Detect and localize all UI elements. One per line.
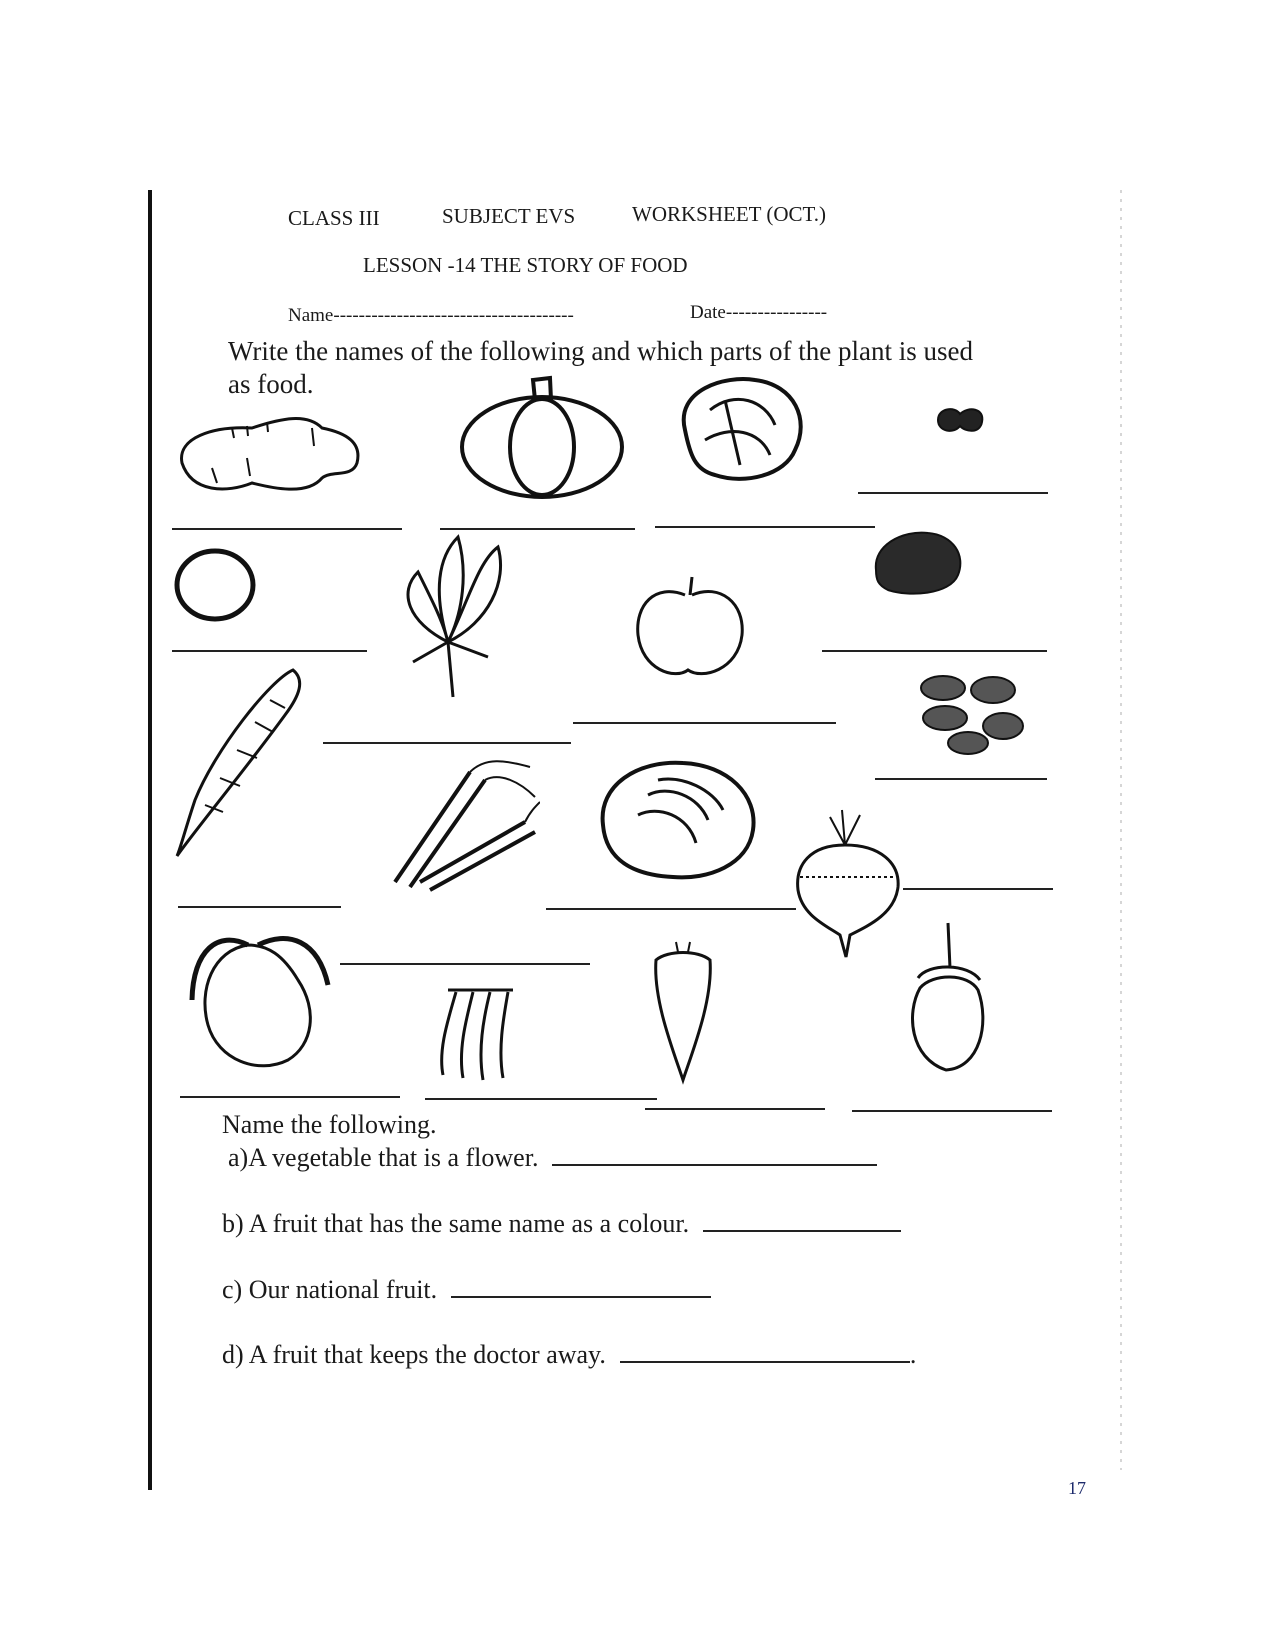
coconut-icon [588,755,763,885]
question-b [222,1209,901,1239]
answer-line[interactable] [546,908,796,910]
cabbage-icon [665,370,815,490]
answer-line[interactable] [858,492,1048,494]
question-text: d) A fruit that keeps the doctor away. [222,1340,606,1369]
answer-line[interactable] [875,778,1047,780]
question-text: c) Our national fruit. [222,1275,438,1304]
ginger-icon [172,408,382,503]
answer-line[interactable] [172,650,367,652]
scan-edge [1120,190,1122,1470]
question-text: a)A vegetable that is a flower. [228,1143,539,1172]
answer-blank[interactable] [703,1210,901,1232]
answer-line[interactable] [180,1096,400,1098]
answer-blank[interactable] [620,1341,910,1363]
answer-line[interactable] [645,1108,825,1110]
spinach-icon [388,532,518,702]
carrot-icon [648,940,718,1085]
date-field[interactable]: Date---------------- [690,302,828,323]
cauliflower-icon [868,525,968,600]
subject-label: SUBJECT EVS [442,204,576,228]
answer-line[interactable] [903,888,1053,890]
end-mark: . [909,1340,917,1369]
instruction-text: Write the names of the following and which parts of the plant is used as food. [228,336,973,399]
pumpkin-icon [455,372,630,502]
question-text: b) A fruit that has the same name as a colour. [222,1209,690,1238]
name-field[interactable]: Name-------------------------------------- [288,305,574,326]
page-number: 17 [1068,1478,1086,1498]
answer-line[interactable] [573,722,836,724]
worksheet-label: WORKSHEET (OCT.) [632,202,827,226]
brinjal-icon [898,918,998,1078]
answer-blank[interactable] [451,1276,711,1298]
sugarcane-icon [385,752,540,892]
answer-blank[interactable] [552,1144,877,1166]
answer-line[interactable] [178,906,341,908]
answer-line[interactable] [340,963,590,965]
answer-line[interactable] [323,742,571,744]
radish-icon [175,660,315,860]
beetroot-icon [790,805,905,960]
question-a [228,1143,877,1173]
banana-icon [428,980,528,1085]
peanut-icon [930,398,990,438]
mango-icon [188,930,338,1080]
margin-line [148,190,152,1490]
lemon-icon [172,545,262,625]
question-d [222,1340,916,1370]
apple-icon [630,575,750,685]
name-following-heading: Name the following. [222,1110,437,1139]
lesson-title: LESSON -14 THE STORY OF FOOD [363,253,688,277]
beans-icon [913,668,1033,758]
answer-line[interactable] [425,1098,657,1100]
class-label: CLASS III [288,206,380,230]
question-c [222,1275,711,1305]
answer-line[interactable] [440,528,635,530]
answer-line[interactable] [822,650,1047,652]
answer-line[interactable] [655,526,875,528]
answer-line[interactable] [172,528,402,530]
answer-line[interactable] [852,1110,1052,1112]
